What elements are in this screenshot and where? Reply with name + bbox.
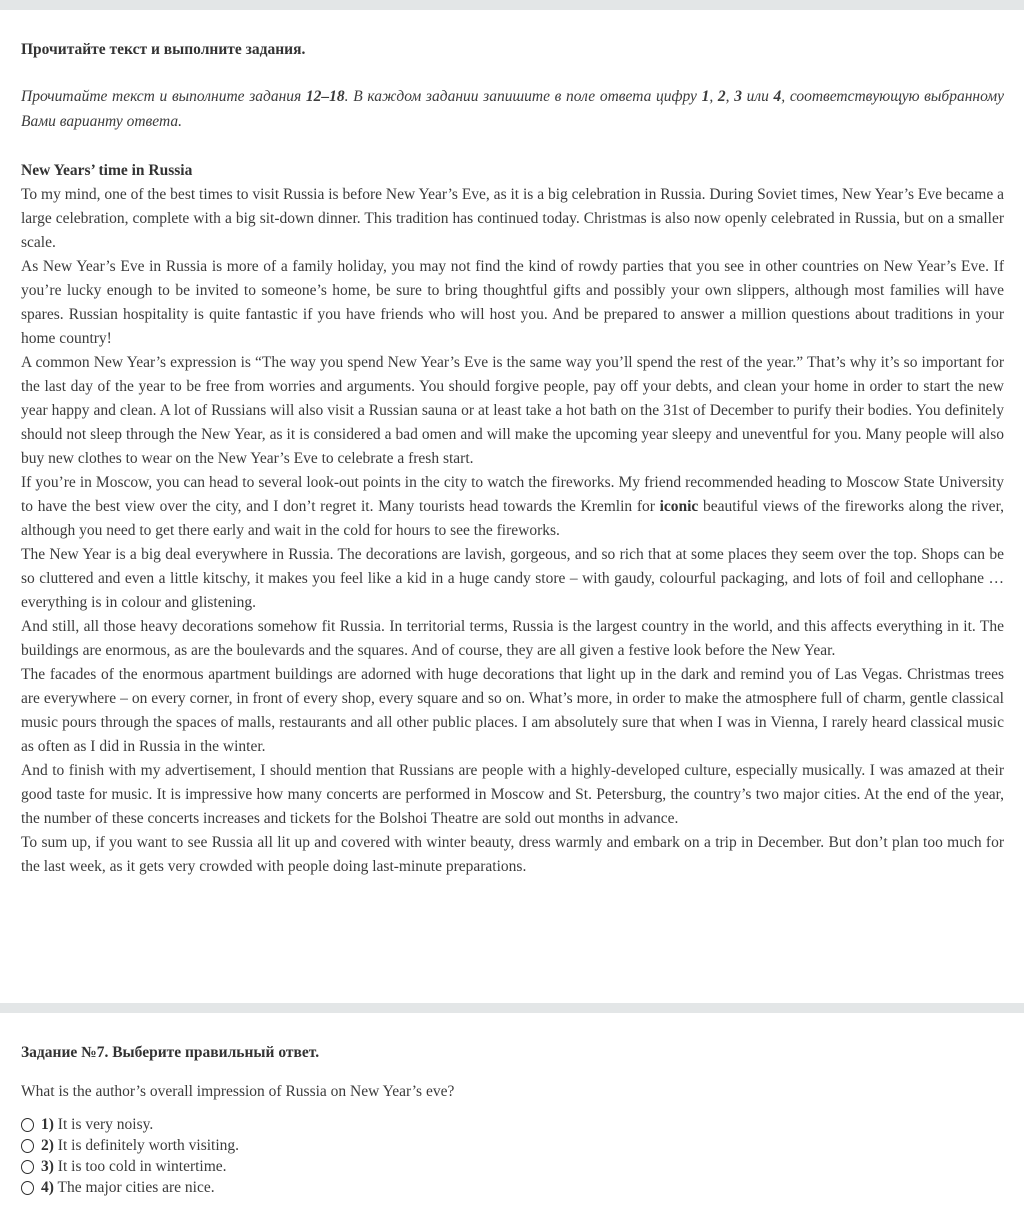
answer-option-2[interactable] <box>21 1135 1004 1156</box>
passage-paragraph-8: And to finish with my advertisement, I should mention that Russians are people with a highly-developed culture, especially musically. I was amazed at their good taste for music. It is impressive how many concerts are performed in Moscow and St. Petersburg, the country’s two major cities. At the end of the year, the number of these concerts increases and tickets for the Bolshoi Theatre are sold out months in advance. <box>21 762 1004 827</box>
passage-paragraph-2: As New Year’s Eve in Russia is more of a family holiday, you may not find the kind of rowdy parties that you see in other countries on New Year’s Eve. If you’re lucky enough to be invited to someone’s home, be sure to bring thoughtful gifts and possibly your own slippers, although most families will have spares. Russian hospitality is quite fantastic if you have friends who will host you. And be prepared to answer a million questions about traditions in your home country! <box>21 258 1004 347</box>
passage-paragraph-3: A common New Year’s expression is “The way you spend New Year’s Eve is the same way you’ll spend the rest of the year.” That’s why it’s so important for the last day of the year to be free from worries and arguments. You should forgive people, pay off your debts, and clean your home in order to start the new year happy and clean. A lot of Russians will also visit a Russian sauna or at least take a hot bath on the 31st of December to purify their bodies. You definitely should not sleep through the New Year, as it is considered a bad omen and will make the upcoming year sleepy and uneventful for you. Many people will also buy new clothes to wear on the New Year’s Eve to celebrate a fresh start. <box>21 354 1004 467</box>
option-label <box>41 1158 227 1176</box>
option-label <box>41 1137 239 1155</box>
instruction-fragment: , <box>725 88 735 105</box>
answer-options-list <box>21 1114 1004 1198</box>
option-number: 2) <box>41 1136 54 1154</box>
radio-button-icon[interactable] <box>21 1118 34 1132</box>
reading-section-card <box>0 10 1024 1003</box>
answer-option-3[interactable] <box>21 1156 1004 1177</box>
paragraph-fragment: beautiful views of the fireworks along the river, although you need to get there early and wait in the cold for hours to see the fireworks. <box>21 498 1004 539</box>
task-section-card <box>0 1013 1024 1230</box>
option-text: It is too cold in wintertime. <box>57 1157 227 1175</box>
radio-button-icon[interactable] <box>21 1139 34 1153</box>
task-range-bold: 12–18 <box>305 88 345 105</box>
question-text: What is the author’s overall impression of Russia on New Year’s eve? <box>21 1083 455 1100</box>
option-label <box>41 1179 215 1197</box>
digit-1-bold: 1 <box>701 88 710 105</box>
passage-paragraph-6: And still, all those heavy decorations somehow fit Russia. In territorial terms, Russia is the largest country in the world, and this affects everything in it. The buildings are enormous, as are the boulevards and the squares. And of course, they are all given a festive look before the New Year. <box>21 618 1004 659</box>
digit-4-bold: 4 <box>773 88 782 105</box>
option-number: 3) <box>41 1157 54 1175</box>
option-text: The major cities are nice. <box>57 1178 215 1196</box>
instruction-fragment: , соответствующую выбранному Вами варианту ответа. <box>21 88 1005 130</box>
digit-3-bold: 3 <box>734 88 742 105</box>
passage-paragraph-7: The facades of the enormous apartment buildings are adorned with huge decorations that light up in the dark and remind you of Las Vegas. Christmas trees are everywhere – on every corner, in front of every shop, every square and so on. What’s more, in order to make the atmosphere full of charm, gentle classical music pours through the spaces of malls, restaurants and all other public places. I am absolutely sure that when I was in Vienna, I rarely heard classical music as often as I did in Russia in the winter. <box>21 666 1004 755</box>
passage-paragraph-4 <box>21 471 1004 543</box>
section-divider <box>0 1003 1024 1013</box>
answer-option-1[interactable] <box>21 1114 1004 1135</box>
task-heading: Задание №7. Выберите правильный ответ. <box>21 1044 320 1061</box>
section-heading: Прочитайте текст и выполните задания. <box>21 41 306 58</box>
passage-paragraph-9: To sum up, if you want to see Russia all lit up and covered with winter beauty, dress warmly and embark on a trip in December. But don’t plan too much for the last week, as it gets very crowded with people doing last-minute preparations. <box>21 834 1004 875</box>
instruction-fragment: . В каждом задании запишите в поле ответа цифру <box>344 88 702 105</box>
radio-button-icon[interactable] <box>21 1160 34 1174</box>
option-number: 1) <box>41 1115 54 1133</box>
answer-option-4[interactable] <box>21 1177 1004 1198</box>
passage-paragraph-1: To my mind, one of the best times to visit Russia is before New Year’s Eve, as it is a big celebration in Russia. During Soviet times, New Year’s Eve became a large celebration, complete with a big sit-down dinner. This tradition has continued today. Christmas is also now openly celebrated in Russia, but on a smaller scale. <box>21 186 1004 251</box>
option-text: It is definitely worth visiting. <box>57 1136 240 1154</box>
radio-button-icon[interactable] <box>21 1181 34 1195</box>
paragraph-fragment: If you’re in Moscow, you can head to several look-out points in the city to watch the fireworks. My friend recommended heading to Moscow State University to have the best view over the city, and I don’t regret it. Many tourists head towards the Kremlin for <box>21 474 1004 515</box>
instruction-fragment: или <box>741 88 774 105</box>
option-number: 4) <box>41 1178 54 1196</box>
option-label <box>41 1116 153 1134</box>
instruction-text <box>21 84 1004 134</box>
instruction-fragment: Прочитайте текст и выполните задания <box>21 88 306 105</box>
option-text: It is very noisy. <box>57 1115 154 1133</box>
passage-title: New Years’ time in Russia <box>21 162 193 179</box>
instruction-fragment: , <box>709 88 718 105</box>
bold-word-iconic: iconic <box>659 498 699 515</box>
digit-2-bold: 2 <box>717 88 726 105</box>
passage-paragraph-5: The New Year is a big deal everywhere in Russia. The decorations are lavish, gorgeous, and so rich that at some places they seem over the top. Shops can be so cluttered and even a little kitschy, it makes you feel like a kid in a huge candy store – with gaudy, colourful packaging, and lots of foil and cellophane … everything is in colour and glistening. <box>21 546 1004 611</box>
